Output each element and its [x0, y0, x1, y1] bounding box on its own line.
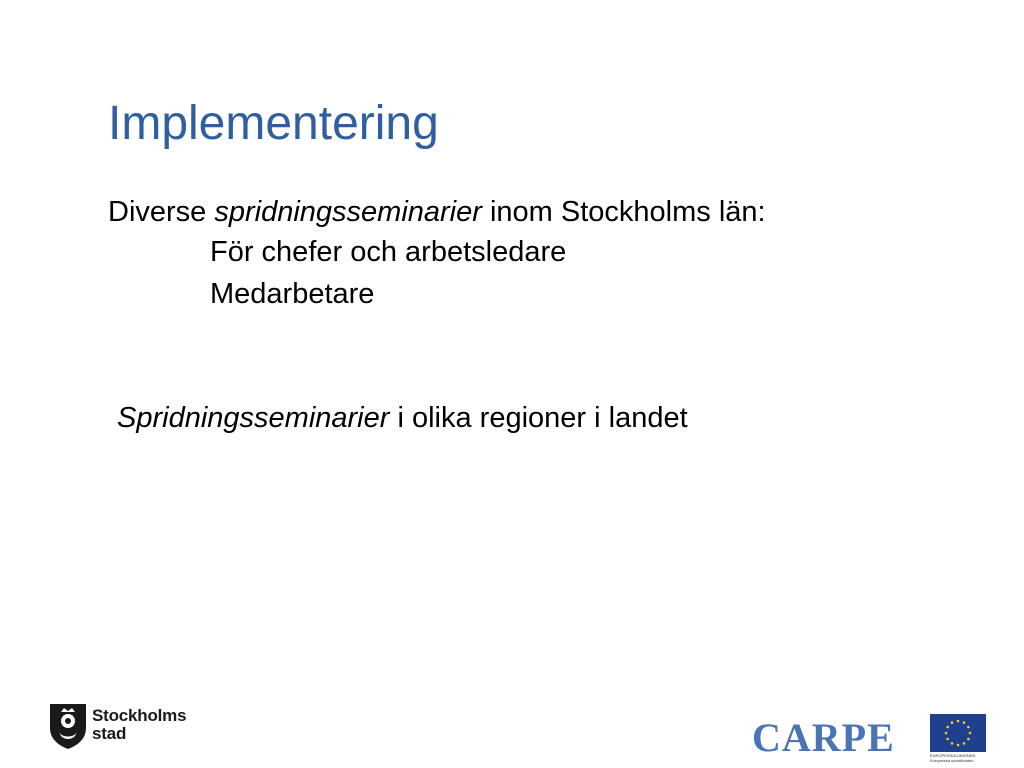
eu-star-icon	[967, 738, 970, 741]
stockholm-wordmark-line1: Stockholms	[92, 706, 187, 725]
carpe-logo	[752, 716, 914, 760]
body-line-3: Medarbetare	[210, 278, 375, 310]
line4-emphasis: Spridningsseminarier	[117, 402, 390, 434]
eu-caption-line2: Europeiska socialfonden	[930, 758, 974, 763]
eu-caption	[930, 753, 975, 763]
eu-star-icon	[957, 720, 960, 723]
eu-star-icon	[946, 726, 949, 729]
eu-star-icon	[946, 738, 949, 741]
line1-suffix: inom Stockholms län:	[481, 196, 766, 228]
line4-suffix: i olika regioner i landet	[389, 402, 688, 434]
eu-star-icon	[963, 721, 966, 724]
eu-flag-icon	[930, 714, 986, 752]
eu-star-icon	[951, 721, 954, 724]
stockholm-wordmark-line2: stad	[92, 724, 127, 743]
line1-prefix: Diverse	[108, 196, 215, 228]
stockholm-stad-wordmark	[92, 707, 186, 743]
stockholm-shield-icon	[48, 702, 88, 750]
line1-emphasis: spridningsseminarier	[214, 196, 482, 228]
body-line-2: För chefer och arbetsledare	[210, 236, 567, 268]
eu-star-icon	[945, 732, 948, 735]
eu-star-icon	[951, 742, 954, 745]
body-line-1	[108, 194, 766, 230]
eu-caption-line1: EUROPEISKA UNIONEN	[930, 753, 976, 758]
slide-title: Implementering	[108, 97, 439, 150]
eu-star-icon	[969, 732, 972, 735]
eu-star-icon	[963, 742, 966, 745]
stockholm-stad-logo	[48, 702, 188, 752]
carpe-wordmark: CARPE	[752, 715, 895, 760]
eu-logo	[930, 714, 988, 764]
eu-star-icon	[957, 744, 960, 747]
body-line-4	[117, 400, 688, 436]
eu-star-icon	[967, 726, 970, 729]
